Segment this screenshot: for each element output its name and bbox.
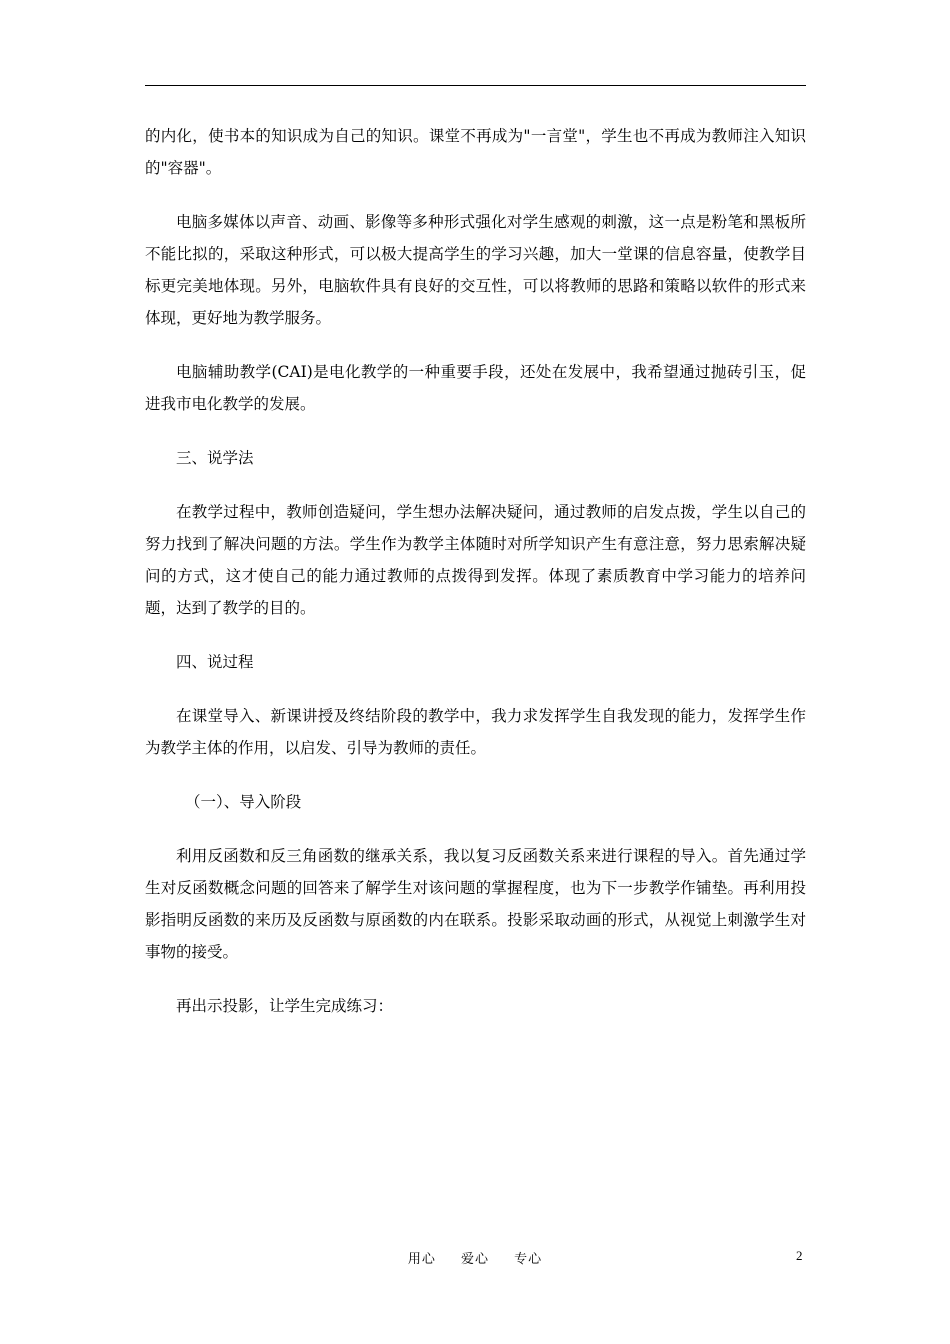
footer-motto xyxy=(0,1248,950,1267)
paragraph-multimedia: 电脑多媒体以声音、动画、影像等多种形式强化对学生感观的刺激，这一点是粉笔和黑板所不能比拟的，采取这种形式，可以极大提高学生的学习兴趣，加大一堂课的信息容量，使教学目标更完美地体现。另外，电脑软件具有良好的交互性，可以将教师的思路和策略以软件的形式来体现，更好地为教学服务。 xyxy=(145,213,806,327)
footer-motto-2: 爱心 xyxy=(460,1252,489,1267)
heading-learning-method: 三、说学法 xyxy=(176,449,254,467)
paragraph-introduction-stage: 利用反函数和反三角函数的继承关系，我以复习反函数关系来进行课程的导入。首先通过学生对反函数概念问题的回答来了解学生对该问题的掌握程度，也为下一步教学作铺垫。再利用投影指明反函数的来历及反函数与原函数的内在联系。投影采取动画的形式，从视觉上刺激学生对事物的接受。 xyxy=(145,847,806,961)
heading-process: 四、说过程 xyxy=(176,653,254,671)
paragraph-exercise: 再出示投影，让学生完成练习： xyxy=(176,997,394,1015)
paragraph-cai: 电脑辅助教学(CAI)是电化教学的一种重要手段，还处在发展中，我希望通过抛砖引玉，促进我市电化教学的发展。 xyxy=(145,363,806,413)
paragraph-learning-method: 在教学过程中，教师创造疑问，学生想办法解决疑问，通过教师的启发点拨，学生以自己的努力找到了解决问题的方法。学生作为教学主体随时对所学知识产生有意注意，努力思索解决疑问的方式，这才使自己的能力通过教师的点拨得到发挥。体现了素质教育中学习能力的培养问题，达到了教学的目的。 xyxy=(145,503,806,617)
footer-motto-1: 用心 xyxy=(407,1252,436,1267)
page-number: 2 xyxy=(796,1248,803,1263)
paragraph-process: 在课堂导入、新课讲授及终结阶段的教学中，我力求发挥学生自我发现的能力，发挥学生作为教学主体的作用，以启发、引导为教师的责任。 xyxy=(145,707,806,757)
paragraph-continuation: 的内化，使书本的知识成为自己的知识。课堂不再成为"一言堂"，学生也不再成为教师注入知识的"容器"。 xyxy=(145,127,806,177)
footer-motto-3: 专心 xyxy=(514,1252,543,1267)
header-rule xyxy=(145,85,806,86)
subheading-introduction-stage: （一）、导入阶段 xyxy=(185,793,302,811)
document-body xyxy=(145,120,806,1044)
